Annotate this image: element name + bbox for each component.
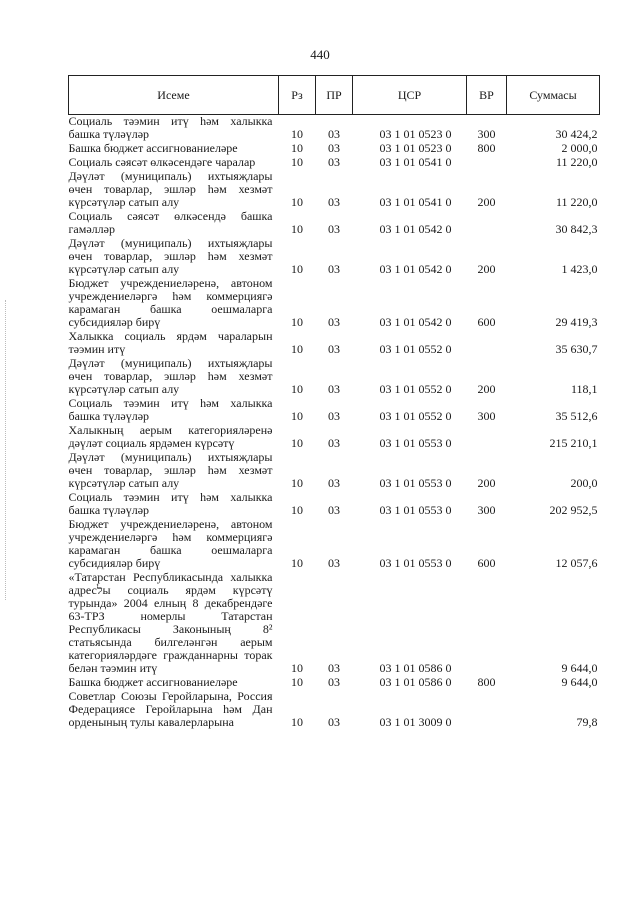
cell-name: Социаль тәэмин итү һәм халыкка башка түләүләр <box>68 490 273 517</box>
table-header <box>69 76 600 115</box>
table-row <box>69 518 600 571</box>
cell-rz: 10 <box>291 262 303 276</box>
cell-rz: 10 <box>291 195 303 209</box>
cell-csr: 03 1 01 0553 0 <box>379 503 452 517</box>
header-vr: ВР <box>467 76 507 115</box>
cell-rz: 10 <box>291 342 303 356</box>
cell-pr: 03 <box>328 476 340 490</box>
cell-csr: 03 1 01 0541 0 <box>379 155 452 169</box>
table-row <box>69 357 600 397</box>
cell-pr: 03 <box>328 222 340 236</box>
cell-name: Дәүләт (муниципаль) ихтыяҗлары өчен товарлар, эшләр һәм хезмәт күрсәтүләр сатып алу <box>68 356 273 396</box>
cell-csr: 03 1 01 0542 0 <box>379 262 452 276</box>
table-row <box>69 424 600 451</box>
cell-csr: 03 1 01 3009 0 <box>379 715 452 729</box>
cell-csr: 03 1 01 0553 0 <box>379 436 452 450</box>
cell-name: Социаль сәясәт өлкәсендәге чаралар <box>68 155 256 169</box>
cell-vr <box>467 330 507 357</box>
cell-name: Советлар Союзы Геройларына, Россия Федерациясе Геройларына һәм Дан орденының тулы кавалерларына <box>68 689 273 729</box>
cell-pr: 03 <box>328 556 340 570</box>
table-row <box>69 491 600 518</box>
cell-vr: 300 <box>477 503 496 517</box>
cell-name: Халыкның аерым категорияләренә дәүләт социаль ярдәмен күрсәтү <box>68 423 273 450</box>
cell-name: Социаль тәэмин итү һәм халыкка башка түләүләр <box>68 396 273 423</box>
cell-csr: 03 1 01 0552 0 <box>379 342 452 356</box>
cell-rz: 10 <box>291 127 303 141</box>
cell-pr: 03 <box>328 262 340 276</box>
cell-sum: 79,8 <box>576 715 598 729</box>
cell-rz: 10 <box>291 222 303 236</box>
cell-rz: 10 <box>291 503 303 517</box>
table-row <box>69 142 600 156</box>
cell-csr: 03 1 01 0542 0 <box>379 222 452 236</box>
table-row <box>69 571 600 676</box>
cell-pr: 03 <box>328 127 340 141</box>
header-rz: Рз <box>279 76 316 115</box>
cell-name: Дәүләт (муниципаль) ихтыяҗлары өчен товарлар, эшләр һәм хезмәт күрсәтүләр сатып алу <box>68 450 273 490</box>
table-row <box>69 115 600 143</box>
cell-csr: 03 1 01 0586 0 <box>379 661 452 675</box>
cell-rz: 10 <box>291 675 303 689</box>
cell-pr: 03 <box>328 503 340 517</box>
cell-csr: 03 1 01 0542 0 <box>379 315 452 329</box>
cell-rz: 10 <box>291 661 303 675</box>
cell-pr: 03 <box>328 715 340 729</box>
cell-sum: 2 000,0 <box>561 141 598 155</box>
header-sum: Суммасы <box>507 76 600 115</box>
table-row <box>69 676 600 690</box>
table-body <box>69 115 600 731</box>
cell-rz: 10 <box>291 715 303 729</box>
cell-rz: 10 <box>291 315 303 329</box>
cell-vr: 800 <box>477 141 496 155</box>
cell-vr: 200 <box>477 262 496 276</box>
cell-csr: 03 1 01 0523 0 <box>379 127 452 141</box>
cell-rz: 10 <box>291 141 303 155</box>
cell-vr <box>467 210 507 237</box>
cell-rz: 10 <box>291 556 303 570</box>
cell-pr: 03 <box>328 155 340 169</box>
cell-vr <box>467 571 507 676</box>
cell-vr: 300 <box>477 127 496 141</box>
cell-sum: 1 423,0 <box>561 262 598 276</box>
cell-sum: 12 057,6 <box>555 556 598 570</box>
cell-sum: 11 220,0 <box>555 155 598 169</box>
cell-sum: 35 512,6 <box>555 409 598 423</box>
cell-sum: 215 210,1 <box>549 436 598 450</box>
cell-csr: 03 1 01 0552 0 <box>379 409 452 423</box>
cell-rz: 10 <box>291 155 303 169</box>
page-number: 440 <box>310 47 330 62</box>
cell-name: Дәүләт (муниципаль) ихтыяҗлары өчен товарлар, эшләр һәм хезмәт күрсәтүләр сатып алу <box>68 169 273 209</box>
cell-sum: 202 952,5 <box>549 503 598 517</box>
cell-sum: 118,1 <box>570 382 598 396</box>
cell-name: Бюджет учреждениеләренә, автоном учреждениеләргә һәм коммерциягә карамаган башка оешмаларга субсидияләр бирү <box>68 517 273 570</box>
cell-csr: 03 1 01 0541 0 <box>379 195 452 209</box>
cell-vr: 200 <box>477 382 496 396</box>
table-row <box>69 397 600 424</box>
cell-pr: 03 <box>328 661 340 675</box>
cell-sum: 30 424,2 <box>555 127 598 141</box>
cell-rz: 10 <box>291 476 303 490</box>
cell-vr <box>467 424 507 451</box>
cell-name: Социаль сәясәт өлкәсендә башка гамәлләр <box>68 209 273 236</box>
cell-pr: 03 <box>328 195 340 209</box>
cell-name: Бюджет учреждениеләренә, автоном учреждениеләргә һәм коммерциягә карамаган башка оешмаларга субсидияләр бирү <box>68 276 273 329</box>
cell-name: Дәүләт (муниципаль) ихтыяҗлары өчен товарлар, эшләр һәм хезмәт күрсәтүләр сатып алу <box>68 236 273 276</box>
cell-vr: 600 <box>477 556 496 570</box>
table-row <box>69 690 600 730</box>
cell-vr: 200 <box>477 195 496 209</box>
cell-csr: 03 1 01 0553 0 <box>379 476 452 490</box>
cell-name: Башка бюджет ассигнованиеләре <box>68 675 238 689</box>
cell-csr: 03 1 01 0523 0 <box>379 141 452 155</box>
cell-pr: 03 <box>328 675 340 689</box>
cell-pr: 03 <box>328 342 340 356</box>
cell-pr: 03 <box>328 141 340 155</box>
header-pr: ПР <box>316 76 353 115</box>
cell-rz: 10 <box>291 382 303 396</box>
header-csr: ЦСР <box>353 76 467 115</box>
cell-pr: 03 <box>328 436 340 450</box>
cell-rz: 10 <box>291 436 303 450</box>
table-row <box>69 451 600 491</box>
cell-vr: 800 <box>477 675 496 689</box>
cell-pr: 03 <box>328 315 340 329</box>
cell-sum: 200,0 <box>570 476 598 490</box>
cell-csr: 03 1 01 0552 0 <box>379 382 452 396</box>
cell-name: «Татарстан Республикасында халыкка адресלы социаль ярдәм күрсәтү турында» 2004 елның 8 декабрендәге 63-ТРЗ номерлы Татарстан Республикасы Законының 8² статьясында билгеләнгән аерым категорияләрдәге гражданнарны торак белән тәэмин итү <box>68 570 273 675</box>
header-name: Исеме <box>69 76 279 115</box>
cell-rz: 10 <box>291 409 303 423</box>
cell-sum: 30 842,3 <box>555 222 598 236</box>
scan-margin-marks <box>5 300 10 600</box>
cell-csr: 03 1 01 0553 0 <box>379 556 452 570</box>
table-row <box>69 170 600 210</box>
cell-vr: 200 <box>477 476 496 490</box>
table-row <box>69 156 600 170</box>
cell-sum: 9 644,0 <box>561 675 598 689</box>
cell-name: Социаль тәэмин итү һәм халыкка башка түләүләр <box>68 114 273 141</box>
cell-vr <box>467 156 507 170</box>
cell-csr: 03 1 01 0586 0 <box>379 675 452 689</box>
table-row <box>69 330 600 357</box>
cell-pr: 03 <box>328 409 340 423</box>
table-row <box>69 210 600 237</box>
budget-table <box>68 75 600 730</box>
cell-sum: 35 630,7 <box>555 342 598 356</box>
cell-name: Башка бюджет ассигнованиеләре <box>68 141 238 155</box>
table-row <box>69 277 600 330</box>
cell-vr: 300 <box>477 409 496 423</box>
cell-sum: 29 419,3 <box>555 315 598 329</box>
cell-sum: 11 220,0 <box>555 195 598 209</box>
cell-name: Халыкка социаль ярдәм чараларын тәэмин итү <box>68 329 273 356</box>
cell-vr: 600 <box>477 315 496 329</box>
cell-sum: 9 644,0 <box>561 661 598 675</box>
cell-pr: 03 <box>328 382 340 396</box>
cell-vr <box>467 690 507 730</box>
table-row <box>69 237 600 277</box>
